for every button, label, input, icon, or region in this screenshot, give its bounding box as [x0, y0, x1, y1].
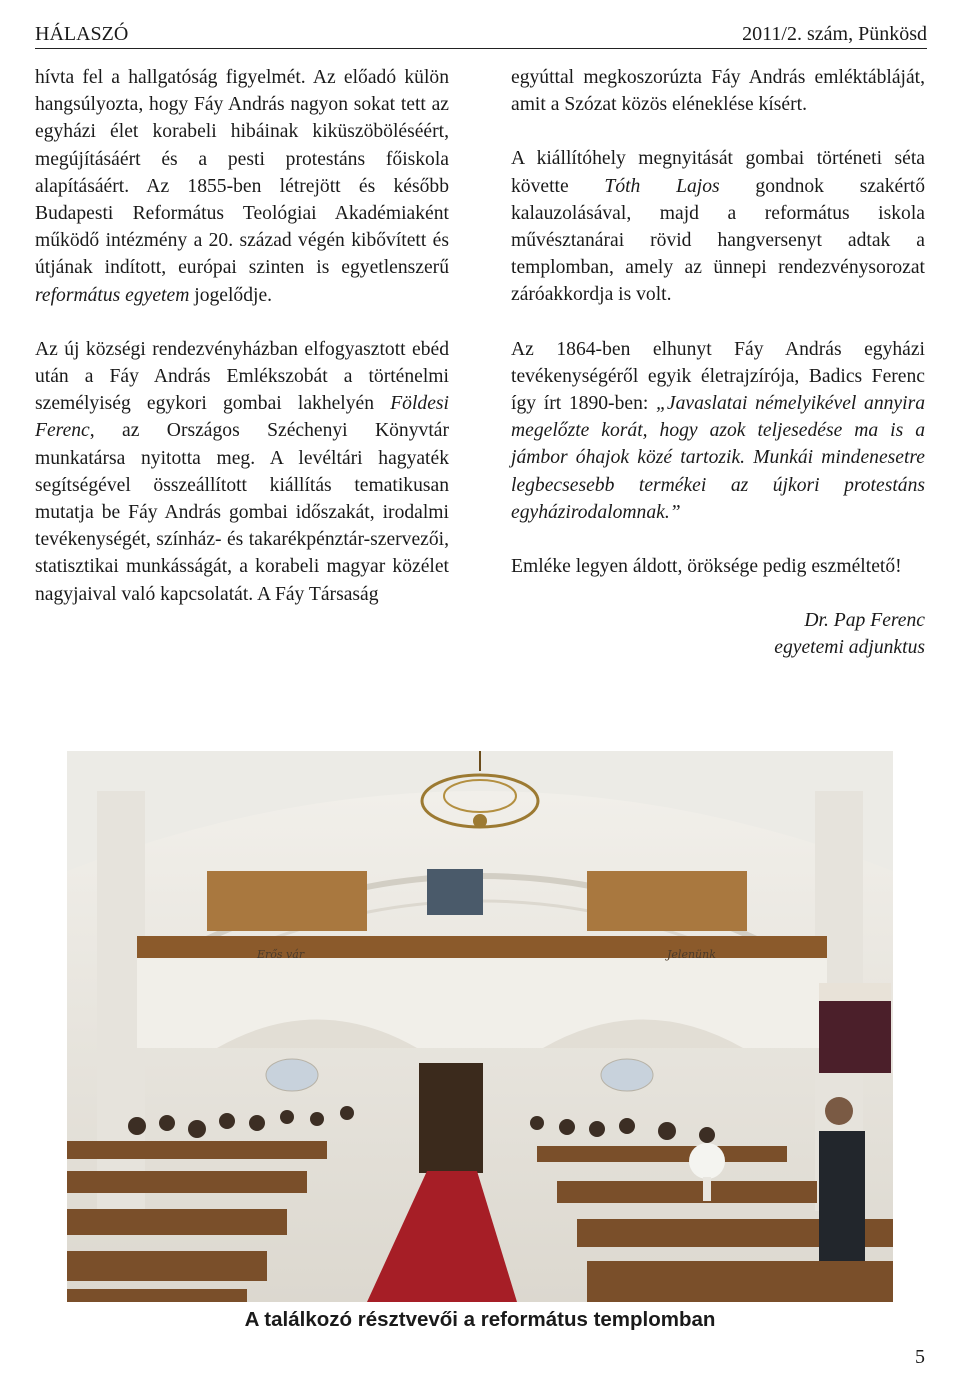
- banner-right-text: Jelenünk: [667, 948, 716, 961]
- text-run: hívta fel a hallgatóság figyelmét. Az előadó külön hangsúlyozta, hogy Fáy András nagyon sokat tett az egyházi élet korabeli hibáinak kiküszöböléséért, megújításáért és a pesti protestáns főiskola alapításáért. Az 1855-ben létrejött és később Budapesti Református Teológiai Akadémiaként működő intézmény a 20. század végén kibővített és útjának indított, európai szinten is egyetlenszerű: [35, 67, 449, 279]
- italic-text: Földesi Ferenc: [35, 393, 449, 442]
- italic-text: református egyetem: [35, 284, 190, 306]
- church-interior-photo: [67, 751, 893, 1302]
- page-header: [35, 18, 927, 49]
- text-run: egyúttal megkoszorúzta Fáy András emléktábláját, amit a Szózat közös eléneklése kísért.: [511, 67, 925, 116]
- text-run: Az 1864-ben elhunyt Fáy András egyházi tevékenységéről egyik életrajzírója, Badics Ferenc így írt 1890-ben:: [511, 338, 925, 415]
- right-column: [511, 64, 925, 662]
- author-title: egyetemi adjunktus: [774, 637, 925, 659]
- italic-text: Tóth Lajos: [604, 175, 720, 197]
- article-paragraph: [511, 553, 925, 580]
- article-paragraph: [511, 336, 925, 526]
- article-paragraph: [511, 64, 925, 118]
- banner-left-text: Erős vár: [257, 948, 305, 961]
- text-run: A kiállítóhely megnyitását gombai történeti séta követte: [511, 148, 925, 197]
- text-run: jogelődje.: [189, 284, 273, 306]
- text-run: Az új községi rendezvényházban elfogyasztott ebéd után a Fáy András Emlékszobát a történelmi személyiség egykori gombai lakhelyén: [35, 338, 449, 415]
- page-number: 5: [915, 1346, 925, 1368]
- photo-caption: A találkozó résztvevői a református templomban: [244, 1308, 716, 1331]
- article-paragraph: [511, 145, 925, 308]
- text-run: Emléke legyen áldott, öröksége pedig eszméltető!: [511, 556, 902, 578]
- article-paragraph: [35, 64, 449, 309]
- text-run: , az Országos Széchenyi Könyvtár munkatársa nyitotta meg. A levéltári hagyaték segítségével összeállított kiállítás tematikusan mutatja be Fáy András gombai időszakát, irodalmi tevékenységét, színház- és takarékpénztár-szervezői, statisztikai munkásságát, a korabeli magyar közélet nagyjaival való kapcsolatát. A Fáy Társaság: [35, 420, 449, 605]
- issue-label: 2011/2. szám, Pünkösd: [742, 23, 927, 45]
- publication-title: HÁLASZÓ: [35, 23, 129, 45]
- text-run: gondnok szakértő kalauzolásával, majd a református iskola művésztanárai rövid hangversenyt adtak a templomban, amely az ünnepi rendezvénysorozat záróakkordja is volt.: [511, 175, 925, 306]
- italic-text: „Javaslatai némelyikével annyira megelőzte korát, hogy azok teljesedése ma is a jámbor óhajok közé tartozik. Munkái mindenesetre legbecsesebb termékei az újkori protestáns egyházirodalomnak.”: [511, 393, 925, 523]
- article-paragraph: [35, 336, 449, 608]
- left-column: [35, 64, 449, 608]
- author-name: Dr. Pap Ferenc: [804, 610, 925, 632]
